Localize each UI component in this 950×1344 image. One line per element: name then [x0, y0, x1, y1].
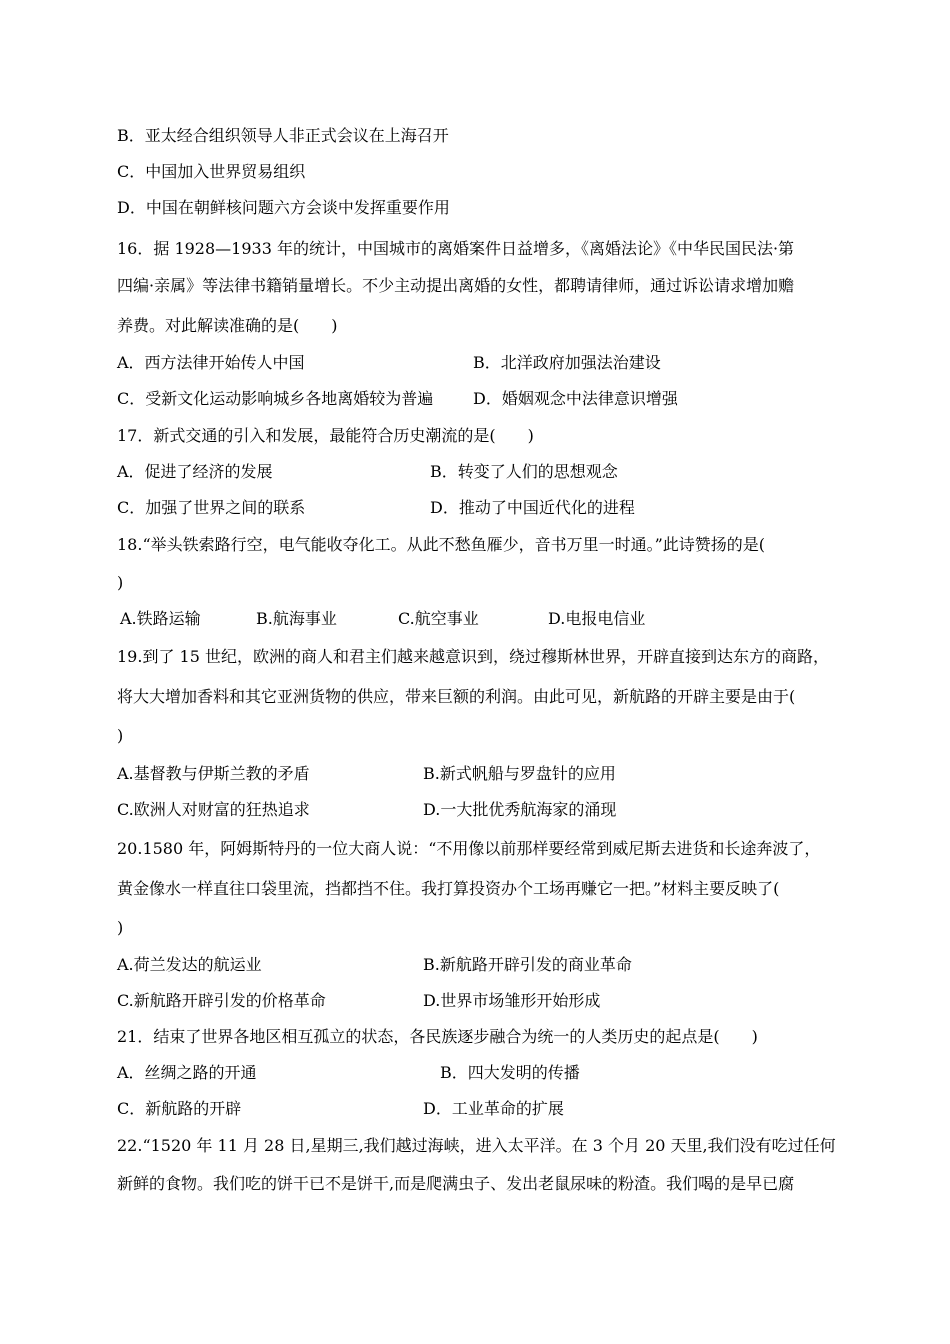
q22-stem-line1: 22.“1520 年 11 月 28 日,星期三,我们越过海峡，进入太平洋。在 3 个月 20 天里,我们没有吃过任何 [117, 1136, 836, 1155]
q16-option-a: A．西方法律开始传人中国 [117, 353, 305, 372]
q18-stem-line2: ) [117, 573, 124, 592]
q20-option-b: B.新航路开辟引发的商业革命 [423, 955, 632, 974]
q18-stem-line1: 18.“举头铁索路行空，电气能收夺化工。从此不愁鱼雁少，音书万里一时通。”此诗赞扬的是( [117, 535, 766, 554]
q18-option-c: C.航空事业 [398, 609, 479, 628]
q20-stem-line1: 20.1580 年，阿姆斯特丹的一位大商人说：“不用像以前那样要经常到威尼斯去进货和长途奔波了， [117, 839, 821, 858]
q19-option-a: A.基督教与伊斯兰教的矛盾 [117, 764, 310, 783]
q15-option-c: C．中国加入世界贸易组织 [117, 162, 306, 181]
q16-stem-line3: 养费。对此解读准确的是( ) [117, 316, 338, 335]
q22-stem-line2: 新鲜的食物。我们吃的饼干已不是饼干,而是爬满虫子、发出老鼠尿味的粉渣。我们喝的是早已腐 [117, 1174, 795, 1193]
q20-stem-line2: 黄金像水一样直往口袋里流，挡都挡不住。我打算投资办个工场再赚它一把。”材料主要反映了( [117, 879, 780, 898]
q19-stem-line1: 19.到了 15 世纪，欧洲的商人和君主们越来越意识到，绕过穆斯林世界，开辟直接到达东方的商路， [117, 647, 829, 666]
q21-option-d: D．工业革命的扩展 [423, 1099, 564, 1118]
q15-option-b: B．亚太经合组织领导人非正式会议在上海召开 [117, 126, 449, 145]
q21-option-b: B．四大发明的传播 [440, 1063, 580, 1082]
q19-option-c: C.欧洲人对财富的狂热追求 [117, 800, 310, 819]
q18-option-b: B.航海事业 [256, 609, 337, 628]
q17-option-d: D．推动了中国近代化的进程 [430, 498, 635, 517]
q16-stem-line2: 四编·亲属》等法律书籍销量增长。不少主动提出离婚的女性，都聘请律师，通过诉讼请求增加赡 [117, 276, 795, 295]
q19-option-b: B.新式帆船与罗盘针的应用 [423, 764, 616, 783]
q21-stem: 21．结束了世界各地区相互孤立的状态，各民族逐步融合为统一的人类历史的起点是( ) [117, 1027, 758, 1046]
q16-option-d: D．婚姻观念中法律意识增强 [473, 389, 678, 408]
q20-option-a: A.荷兰发达的航运业 [117, 955, 262, 974]
q17-option-b: B．转变了人们的思想观念 [430, 462, 618, 481]
q15-option-d: D．中国在朝鲜核问题六方会谈中发挥重要作用 [117, 198, 450, 217]
q20-stem-line3: ) [117, 918, 124, 937]
q19-stem-line3: ) [117, 726, 124, 745]
q17-option-c: C．加强了世界之间的联系 [117, 498, 306, 517]
q21-option-a: A．丝绸之路的开通 [117, 1063, 257, 1082]
q19-option-d: D.一大批优秀航海家的涌现 [423, 800, 617, 819]
q17-stem: 17．新式交通的引入和发展，最能符合历史潮流的是( ) [117, 426, 534, 445]
q17-option-a: A．促进了经济的发展 [117, 462, 273, 481]
q16-option-b: B．北洋政府加强法治建设 [473, 353, 661, 372]
q20-option-c: C.新航路开辟引发的价格革命 [117, 991, 326, 1010]
q18-option-a: A.铁路运输 [120, 609, 201, 628]
q16-stem-line1: 16．据 1928—1933 年的统计，中国城市的离婚案件日益增多，《离婚法论》《中华民国民法·第 [117, 239, 795, 258]
q16-option-c: C．受新文化运动影响城乡各地离婚较为普遍 [117, 389, 434, 408]
q20-option-d: D.世界市场雏形开始形成 [423, 991, 601, 1010]
q18-option-d: D.电报电信业 [548, 609, 646, 628]
q21-option-c: C．新航路的开辟 [117, 1099, 242, 1118]
q19-stem-line2: 将大大增加香料和其它亚洲货物的供应，带来巨额的利润。由此可见，新航路的开辟主要是由于( [117, 687, 796, 706]
